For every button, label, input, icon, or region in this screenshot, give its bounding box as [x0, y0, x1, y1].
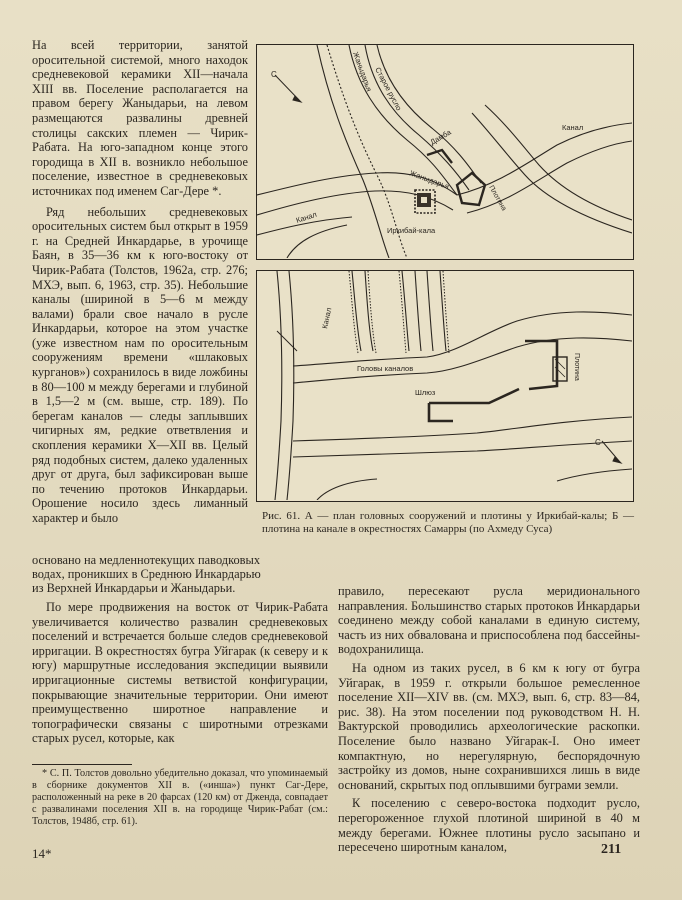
right-column	[338, 584, 640, 855]
left-column	[32, 38, 248, 526]
page-number: 211	[601, 842, 622, 857]
map-label: Канал	[320, 306, 334, 330]
footnote-divider	[32, 764, 132, 765]
map-a-irkibay	[256, 44, 634, 260]
map-label: Старое русло	[373, 65, 404, 113]
map-label: Шлюз	[415, 388, 436, 397]
map-label: Головы каналов	[357, 364, 414, 373]
paragraph: На одном из таких русел, в 6 км к югу от бугра Уйгарак, в 1959 г. открыли большое ремесленное поселение XII—XIV вв. (см. МХЭ, вып. 6, стр. 83—84, рис. 38). На этом поселении под руководством Н. Н. Вактурской проводились археологические раскопки. Поселение было названо Уйгарак-I. Оно имеет компактную, но нерегулярную, беспорядочную застройку из домов, ныне сохранившихся лишь в виде оснований, скрытых под оплывшими буграми земли.	[338, 660, 640, 792]
paragraph: правило, пересекают русла меридионального направления. Большинство старых протоков Инкардарьи соединено между собой каналами в единую систему, часть из них обвалована и приспособлена под бассейны-водохранилища.	[338, 584, 640, 657]
text-line: основано на медленнотекущих паводковых	[32, 553, 261, 567]
footnote	[32, 768, 328, 828]
left-bottom-column	[32, 600, 328, 746]
text-line: водах, проникших в Среднюю Инкардарью	[32, 567, 261, 581]
map-label: Дамба	[428, 127, 453, 147]
map-label: Канал	[294, 209, 318, 225]
map-label: Жаныдарья	[351, 50, 374, 93]
text-line: из Верхней Инкардарьи и Жаныдарьи.	[32, 581, 236, 595]
paragraph: На всей территории, занятой оросительной системой, много находок средневековой керамики XII—начала XIII вв. Поселение располагается на правом берегу Жаныдарьи, на левом размещаются развалины древней столицы сакских племен — Чирик-Рабата. На юго-западном конце этого городища в XII в. возникло небольшое поселение, известное в средневековых источниках под именем Саг-Дере *.	[32, 38, 248, 198]
figure-caption: Рис. 61. А — план головных сооружений и плотины у Иркибай-калы; Б — плотина на канале в окрестностях Самарры (по Ахмеду Суса)	[262, 510, 634, 535]
map-label: Канал	[562, 123, 584, 132]
map-a-drawing	[257, 45, 632, 258]
map-b-samarra	[256, 270, 634, 502]
figure-61	[256, 44, 634, 502]
paragraph: По мере продвижения на восток от Чирик-Рабата увеличивается количество развалин средневековых поселений и встречается больше следов средневековой ирригации. В окрестностях бугра Уйгарак (к северу и к югу) маршрутные исследования экспедиции выявили ирригационные системы ветвистой конфигурации, покрывающие значительные территории. Они имеют преимущественно широтное направление и топографически связаны с широтными отрезками старых русел, которые, как	[32, 600, 328, 746]
north-label: С	[271, 70, 277, 79]
north-label: С	[595, 438, 601, 447]
map-label: Плотина	[573, 353, 580, 381]
paragraph: К поселению с северо-востока подходит русло, перегороженное глухой плотиной шириной в 40 м между берегами. Южнее плотины русло засыпано и пересечено широтным каналом,	[338, 796, 640, 855]
signature-mark: 14*	[32, 846, 52, 861]
map-label: Иркибай-кала	[387, 226, 436, 235]
map-label: Жаныдарья	[408, 168, 451, 192]
paragraph: Ряд небольших средневековых оросительных систем был открыт в 1959 г. на Средней Инкардарье, в урочище Баян, в 35—36 км к юго-востоку от Чирик-Рабата (Толстов, 1962а, стр. 276; МХЭ, вып. 6, 1963, стр. 35). Небольшие каналы (шириной в 5—6 м между валами) брали свое начало в русле Инкардарьи, которое на этом участке (уже известном нам по оросительным сооружениям времени «шлаковых курганов») сохранилось в виде ложбины в 80—100 м между берегами и глубиной в 1,5—2 м (см. выше, стр. 189). По берегам каналов — следы заплывших чигирных ям, редкие ответвления и скопления керамики X—XII вв. Целый ряд подобных систем, далеко удаленных друг от друга, был зафиксирован выше по течению протоков Инкардарьи. Орошение носило здесь лиманный характер и было	[32, 204, 248, 525]
footnote-text: * С. П. Толстов довольно убедительно доказал, что упоминаемый в сборнике документов XII в. («инша») пункт Саг-Дере, расположенный на реке в 20 фарсах (120 км) от Дженда, совпадает с развалинами поселения XII в. на городище Чирик-Рабат (см.: Толстов, 1948б, стр. 61).	[32, 768, 328, 828]
map-label: Плотина	[487, 184, 508, 213]
map-b-drawing	[257, 271, 632, 500]
